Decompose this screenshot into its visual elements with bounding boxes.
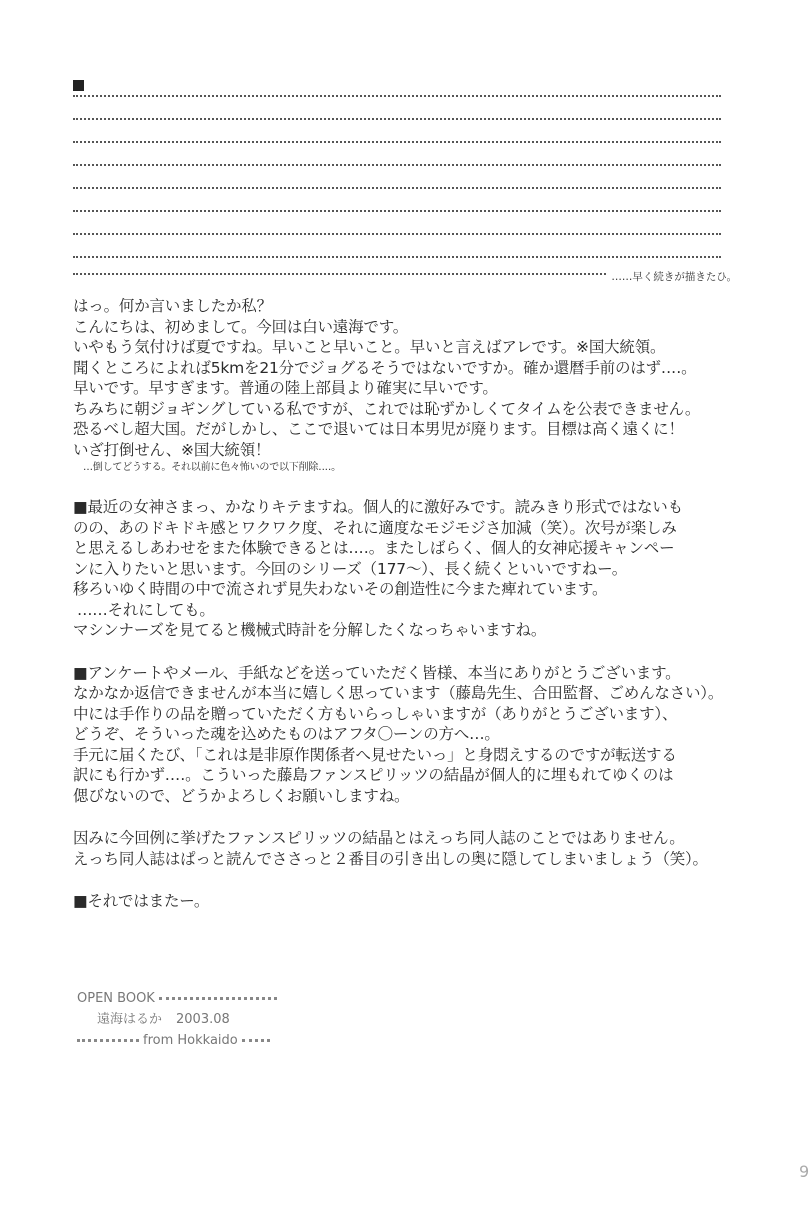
text-line: 早いです。早すぎます。普通の陸上部員より確実に早いです。 [73,379,498,397]
text-line: マシンナーズを見てると機械式時計を分解したくなっちゃいますね。 [73,621,547,639]
text-line: ンに入りたいと思います。今回のシリーズ（177～）、長く続くといいですねー。 [73,559,628,578]
dotted-rule [77,1039,139,1042]
text-line: ■最近の女神さまっ、かなりキテますね。個人的に激好みです。読みきり形式ではないも [73,498,683,516]
text-line: 訳にも行かず‥‥。こういった藤島ファンスピリッツの結晶が個人的に埋もれてゆくのは [73,766,674,784]
text-line: ちみちに朝ジョギングしている私ですが、これでは恥ずかしくてタイムを公表できません。 [73,399,701,418]
dotted-line [73,189,721,212]
text-line: いざ打倒せん、※国大統領！ [73,440,271,459]
text-line: ……それにしても。 [77,600,215,619]
signature-block [77,988,281,1051]
square-bullet-icon [73,80,84,91]
signature-author: 遠海はるか [97,1012,163,1027]
paragraph-intro [73,296,753,475]
text-line: と思えるしあわせをまた体験できるとは‥‥。またしばらく、個人的女神応援キャンペー [73,539,675,557]
header-note: ……早く続きが描きたひ。 [611,271,737,283]
body-text [73,296,753,934]
dotted-line [73,235,721,258]
signature-author-row [77,1009,281,1030]
signature-title: OPEN BOOK [77,991,155,1006]
text-line: はっ。何か言いましたか私？ [73,297,272,315]
dotted-line [73,74,721,97]
signature-place: from Hokkaido [143,1033,238,1048]
text-line: 手元に届くたび、「これは是非原作関係者へ見せたいっ」と身悶えするのですが転送する [73,745,677,764]
dotted-line [73,212,721,235]
text-line: こんにちは、初めまして。今回は白い遠海です。 [73,317,409,336]
dotted-line-tail [73,273,606,275]
dotted-line [73,97,721,120]
text-line: なかなか返信できませんが本当に嬉しく思っています（藤島先生、合田監督、ごめんなさい）。 [73,684,724,702]
paragraph-megami [73,497,753,641]
text-line: 因みに今回例に挙げたファンスピリッツの結晶とはえっち同人誌のことではありません。 [73,829,685,847]
text-line: 恐るべし超大国。だがしかし、ここで退いては日本男児が廃ります。目標は高く遠くに！ [73,420,684,438]
dotted-line [73,120,721,143]
page-number: 9 [799,1162,809,1181]
text-line: 中には手作りの品を贈っていただく方もいらっしゃいますが（ありがとうございます）、 [73,704,678,723]
paragraph-thanks [73,663,753,807]
dotted-line [73,143,721,166]
text-line: 移ろいゆく時間の中で流されず見失わないその創造性に今また痺れています。 [73,580,608,598]
dotted-line [73,166,721,189]
small-aside: …倒してどうする。それ以前に色々怖いので以下削除‥‥。 [83,462,341,473]
paragraph-closing [73,891,753,912]
signature-title-row [77,988,281,1009]
dotted-rule [242,1039,270,1042]
signature-place-row [77,1030,281,1051]
dotted-rule [159,997,277,1000]
dotted-line-with-note [73,258,737,283]
text-line: 偲びないので、どうかよろしくお願いしますね。 [73,786,410,805]
text-line: のの、あのドキドキ感とワクワク度、それに適度なモジモジさ加減（笑）。次号が楽しみ [73,518,677,537]
text-line: どうぞ、そういった魂を込めたものはアフタ〇ーンの方へ…。 [73,725,500,743]
text-line: ■それではまたー。 [73,892,210,910]
dotted-header-block [73,74,737,283]
signature-date: 2003.08 [176,1012,230,1027]
text-line: いやもう気付けば夏ですね。早いこと早いこと。早いと言えばアレです。※国大統領。 [73,338,666,356]
text-line: えっち同人誌はぱっと読んでささっと２番目の引き出しの奥に隠してしまいましょう（笑）。 [73,849,708,868]
text-line: 聞くところによれば5kmを21分でジョグるそうではないですか。確か還暦手前のはず‥‥。 [73,358,697,377]
text-line: ■アンケートやメール、手紙などを送っていただく皆様、本当にありがとうございます。 [73,663,681,682]
paragraph-footnote [73,828,753,869]
